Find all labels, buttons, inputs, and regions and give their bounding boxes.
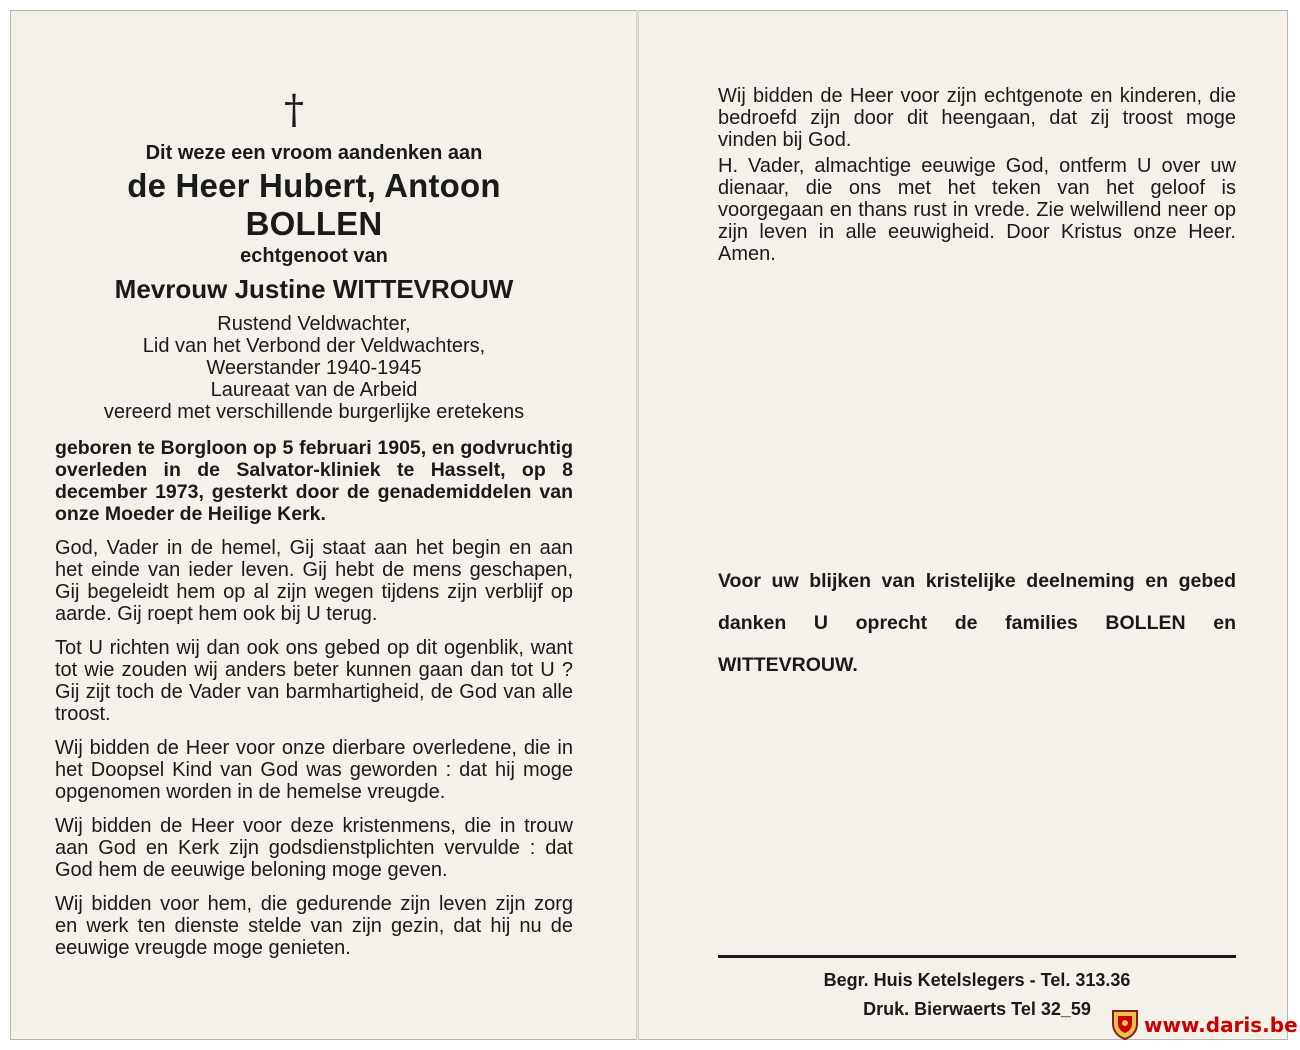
title-line: Rustend Veldwachter,: [217, 313, 411, 335]
prayer-paragraph: H. Vader, almachtige eeuwige God, ontferm U over uw dienaar, die ons met het teken van het geloof is voorgegaan en thans rust in vrede. Zie welwillend neer op zijn leven in alle eeuwigheid. Door Kristus onze Heer. Amen.: [718, 155, 1236, 265]
title-line: Weerstander 1940-1945: [206, 357, 422, 379]
left-panel: [55, 85, 573, 959]
crest-icon: [1110, 1008, 1140, 1040]
right-panel: [718, 85, 1236, 265]
title-line: vereerd met verschillende burgerlijke eretekens: [103, 401, 525, 423]
title-line: Lid van het Verbond der Veldwachters,: [142, 335, 486, 357]
prayer-paragraph: God, Vader in de hemel, Gij staat aan het begin en aan het einde van ieder leven. Gij hebt de mens geschapen, Gij begeleidt hem op al zijn wegen tijdens zijn verblijf op aarde. Gij roept hem ook bij U terug.: [55, 537, 573, 625]
deceased-name: de Heer Hubert, Antoon BOLLEN: [127, 167, 501, 242]
watermark-text: www.daris.be: [1144, 1013, 1298, 1037]
title-line: Laureaat van de Arbeid: [210, 379, 418, 401]
prayer-paragraph: Tot U richten wij dan ook ons gebed op dit ogenblik, want tot wie zouden wij anders beter kunnen gaan dan tot U ? Gij zijt toch de Vader van barmhartigheid, de God van alle troost.: [55, 637, 573, 725]
card-fold: [636, 10, 639, 1040]
titles-block: [55, 313, 573, 423]
prayer-paragraph: Wij bidden de Heer voor zijn echtgenote en kinderen, die bedroefd zijn door dit heengaan, dat zij troost moge vinden bij God.: [718, 85, 1236, 151]
spouse-name: Mevrouw Justine WITTEVROUW: [114, 274, 514, 304]
prayer-paragraph: Wij bidden voor hem, die gedurende zijn leven zijn zorg en werk ten dienste stelde van zijn gezin, dat hij nu de eeuwige vreugde moge genieten.: [55, 893, 573, 959]
printer-line: Druk. Bierwaerts Tel 32_59: [863, 999, 1091, 1019]
intro-line: Dit weze een vroom aandenken aan: [145, 142, 483, 164]
spouse-label: echtgenoot van: [240, 245, 388, 267]
prayer-paragraph: Wij bidden de Heer voor onze dierbare overledene, die in het Doopsel Kind van God was geworden : dat hij moge opgenomen worden in de hemelse vreugde.: [55, 737, 573, 803]
undertaker-line: Begr. Huis Ketelslegers - Tel. 313.36: [823, 970, 1131, 990]
prayer-paragraph: Wij bidden de Heer voor deze kristenmens, die in trouw aan God en Kerk zijn godsdienstplichten vervulde : dat God hem de eeuwige beloning moge geven.: [55, 815, 573, 881]
divider-rule: [718, 955, 1236, 958]
watermark-logo: [1110, 1008, 1296, 1040]
birth-death-paragraph: geboren te Borgloon op 5 februari 1905, en godvruchtig overleden in de Salvator-kliniek te Hasselt, op 8 december 1973, gesterkt door de genademiddelen van onze Moeder de Heilige Kerk.: [55, 437, 573, 525]
cross-icon: †: [284, 87, 304, 133]
thanks-paragraph: Voor uw blijken van kristelijke deelneming en gebed danken U oprecht de families BOLLEN en WITTEVROUW.: [718, 570, 1236, 676]
